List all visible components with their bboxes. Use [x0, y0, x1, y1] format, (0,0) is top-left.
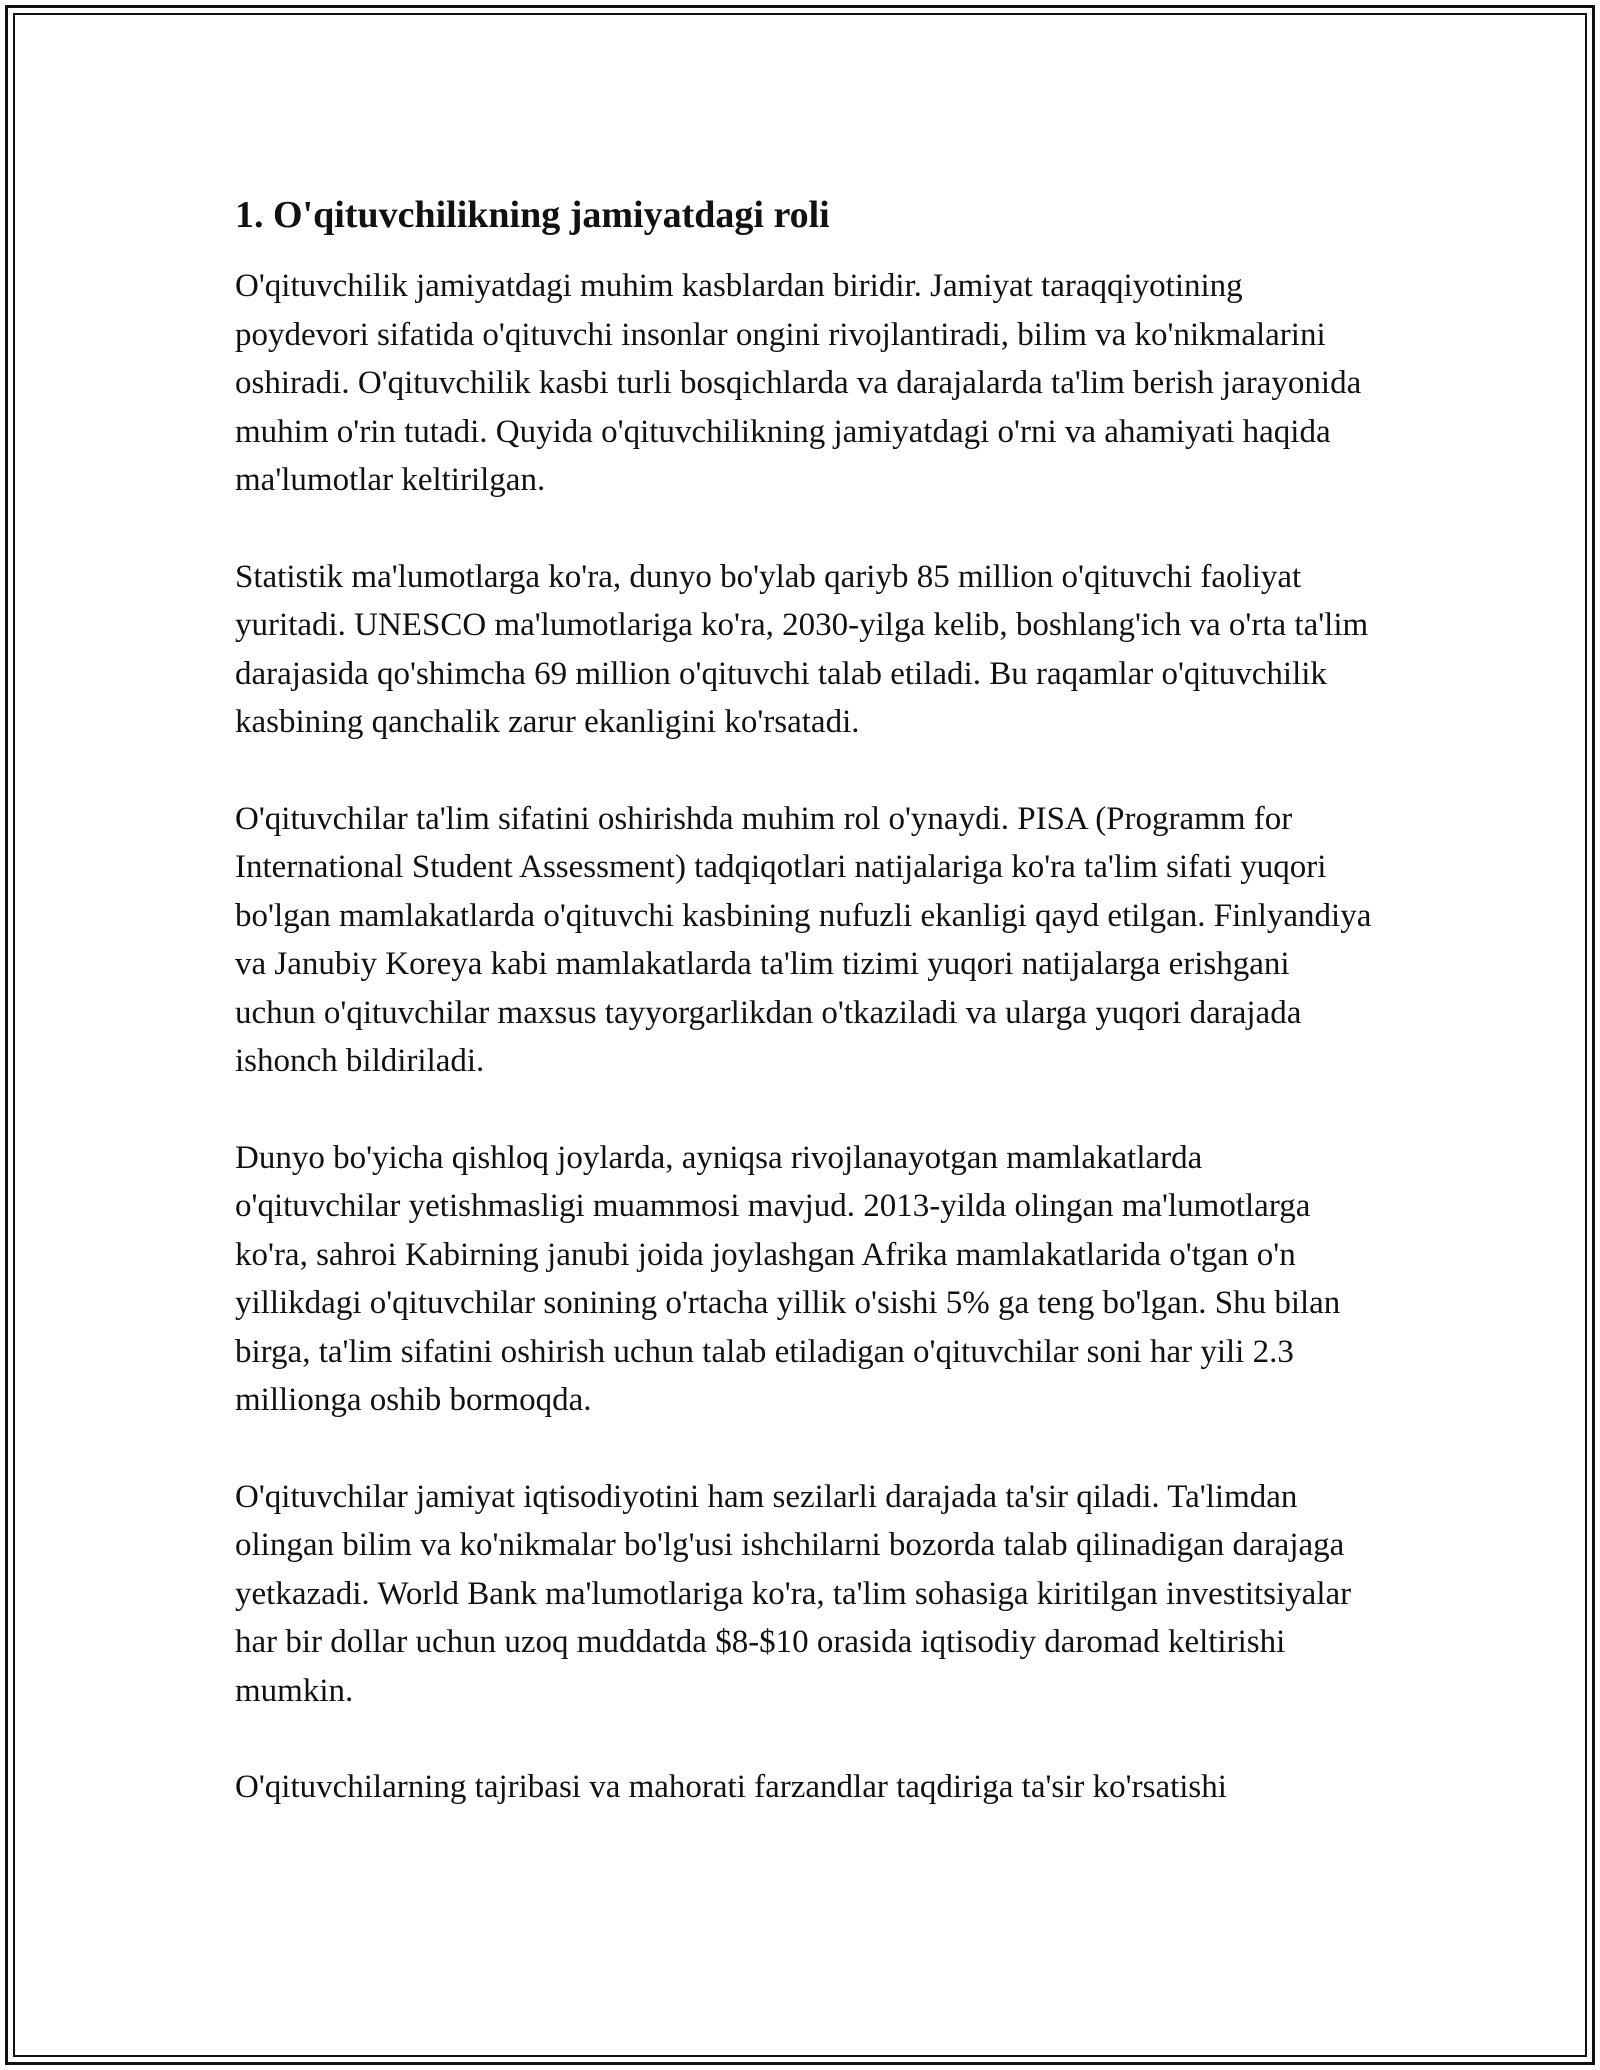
paragraph-rural-shortage: Dunyo bo'yicha qishloq joylarda, ayniqsa rivojlanayotgan mamlakatlarda o'qituvchilar yetishmasligi muammosi mavjud. 2013-yilda olingan ma'lumotlarga ko'ra, sahroi Kabirning janubi joida joylashgan Afrika mamlakatlarida o'tgan o'n yillikdagi o'qituvchilar sonining o'rtacha yillik o'sishi 5% ga teng bo'lgan. Shu bilan birga, ta'lim sifatini oshirish uchun talab etiladigan o'qituvchilar soni har yili 2.3 millionga oshib bormoqda.: [235, 1139, 1341, 1418]
paragraph-intro: O'qituvchilik jamiyatdagi muhim kasblardan biridir. Jamiyat taraqqiyotining poydevori sifatida o'qituvchi insonlar ongini rivojlantiradi, bilim va ko'nikmalarini oshiradi. O'qituvchilik kasbi turli bosqichlarda va darajalarda ta'lim berish jarayonida muhim o'rin tutadi. Quyida o'qituvchilikning jamiyatdagi o'rni va ahamiyati haqida ma'lumotlar keltirilgan.: [235, 268, 1362, 498]
paragraph-experience: O'qituvchilarning tajribasi va mahorati farzandlar taqdiriga ta'sir ko'rsatishi: [235, 1769, 1227, 1805]
paragraph-pisa: O'qituvchilar ta'lim sifatini oshirishda muhim rol o'ynaydi. PISA (Programm for International Student Assessment) tadqiqotlari natijalariga ko'ra ta'lim sifati yuqori bo'lgan mamlakatlarda o'qituvchi kasbining nufuzli ekanligi qayd etilgan. Finlyandiya va Janubiy Koreya kabi mamlakatlarda ta'lim tizimi yuqori natijalarga erishgani uchun o'qituvchilar maxsus tayyorgarlikdan o'tkaziladi va ularga yuqori darajada ishonch bildiriladi.: [235, 800, 1372, 1079]
document-body: [235, 188, 1375, 1860]
paragraph-statistics: Statistik ma'lumotlarga ko'ra, dunyo bo'ylab qariyb 85 million o'qituvchi faoliyat yuritadi. UNESCO ma'lumotlariga ko'ra, 2030-yilga kelib, boshlang'ich va o'rta ta'lim darajasida qo'shimcha 69 million o'qituvchi talab etiladi. Bu raqamlar o'qituvchilik kasbining qanchalik zarur ekanligini ko'rsatadi.: [235, 558, 1369, 740]
paragraph-economy: O'qituvchilar jamiyat iqtisodiyotini ham sezilarli darajada ta'sir qiladi. Ta'limdan olingan bilim va ko'nikmalar bo'lg'usi ishchilarni bozorda talab qilinadigan darajaga yetkazadi. World Bank ma'lumotlariga ko'ra, ta'lim sohasiga kiritilgan investitsiyalar har bir dollar uchun uzoq muddatda $8-$10 orasida iqtisodiy daromad keltirishi mumkin.: [235, 1478, 1352, 1709]
section-heading: 1. O'qituvchilikning jamiyatdagi roli: [235, 194, 830, 236]
